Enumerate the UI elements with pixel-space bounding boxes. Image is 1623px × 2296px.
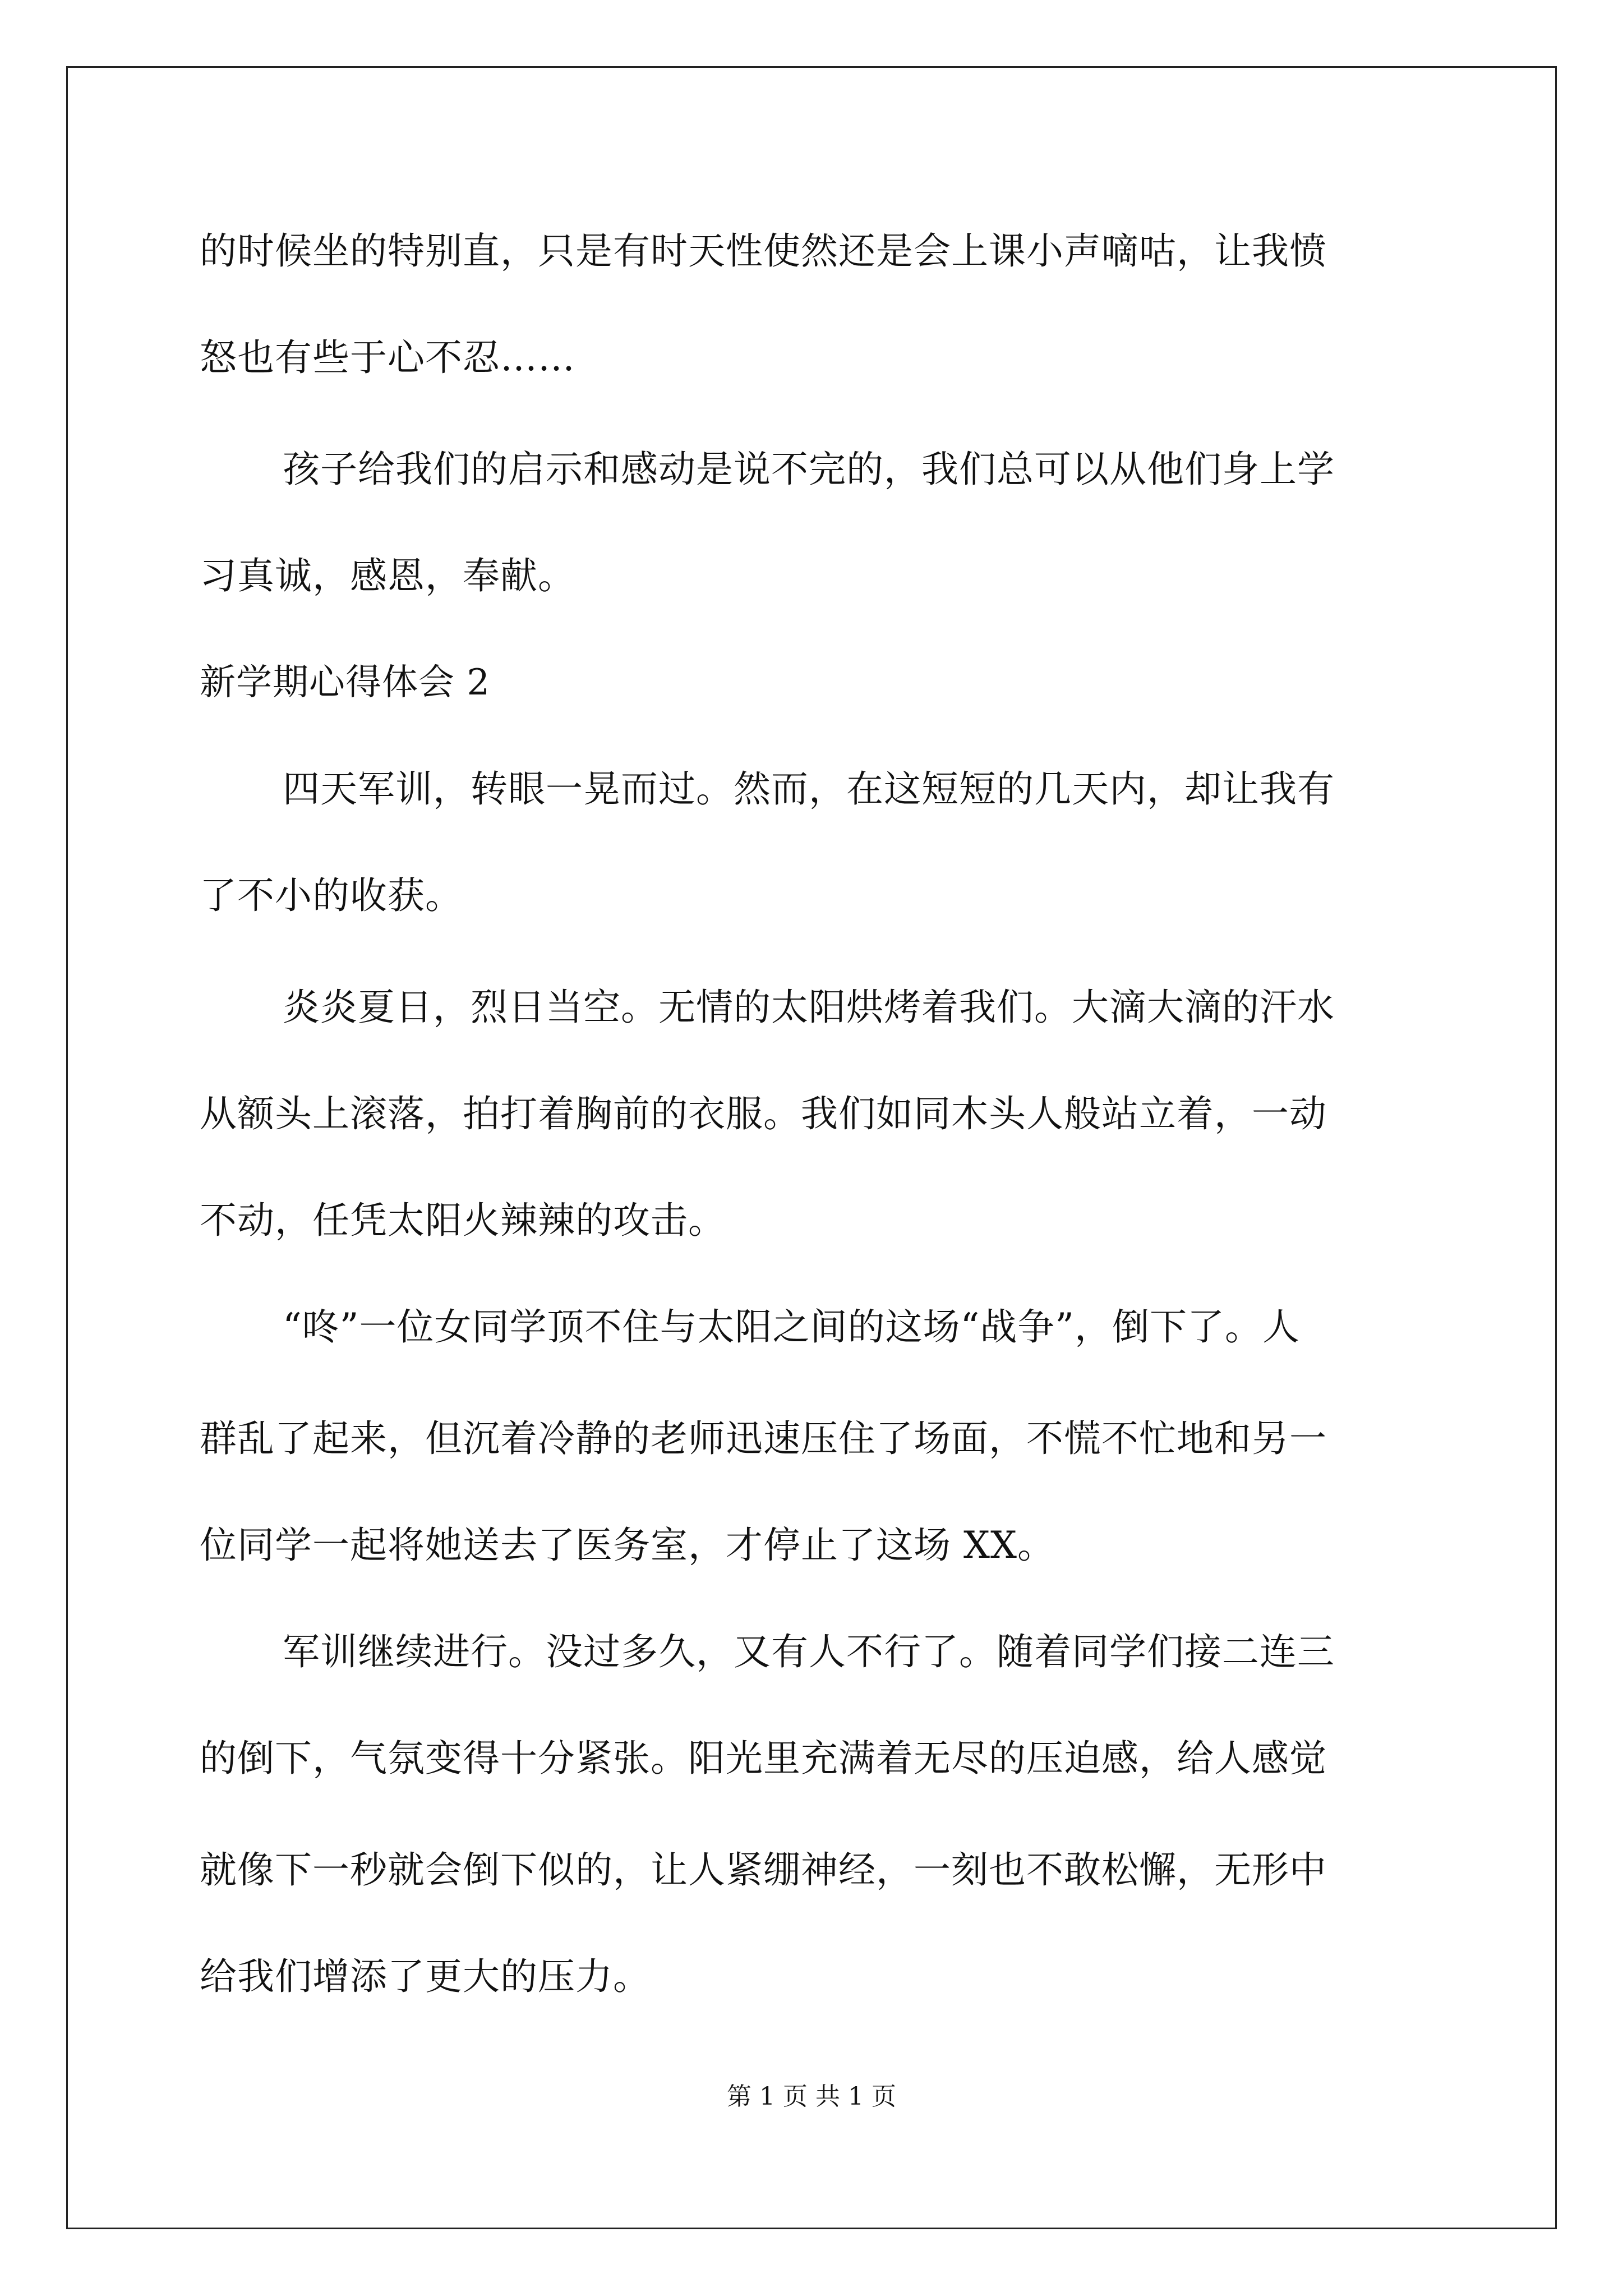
section-heading: 新学期心得体会 2 bbox=[200, 662, 491, 703]
text-line: 从额头上滚落，拍打着胸前的衣服。我们如同木头人般站立着，一动 bbox=[200, 1092, 1327, 1135]
paragraph-first-line: 炎炎夏日，烈日当空。无情的太阳烘烤着我们。大滴大滴的汗水 bbox=[283, 986, 1335, 1029]
text-line: 的倒下，气氛变得十分紧张。阳光里充满着无尽的压迫感，给人感觉 bbox=[200, 1737, 1327, 1780]
text-line: 习真诚，感恩，奉献。 bbox=[200, 554, 575, 597]
text-line: 就像下一秒就会倒下似的，让人紧绷神经，一刻也不敢松懈，无形中 bbox=[200, 1848, 1327, 1892]
page-border bbox=[66, 66, 1557, 2229]
text-line: 群乱了起来，但沉着冷静的老师迅速压住了场面，不慌不忙地和另一 bbox=[200, 1417, 1327, 1460]
paragraph-first-line: 孩子给我们的启示和感动是说不完的，我们总可以从他们身上学 bbox=[283, 448, 1335, 491]
page-number-footer: 第 1 页 共 1 页 bbox=[727, 2082, 896, 2111]
text-line: 的时候坐的特别直，只是有时天性使然还是会上课小声嘀咕，让我愤 bbox=[200, 229, 1327, 273]
text-line: 给我们增添了更大的压力。 bbox=[200, 1955, 651, 1998]
paragraph-first-line: 四天军训，转眼一晃而过。然而，在这短短的几天内，却让我有 bbox=[283, 767, 1335, 811]
text-line: 了不小的收获。 bbox=[200, 874, 463, 917]
paragraph-first-line: 军训继续进行。没过多久，又有人不行了。随着同学们接二连三 bbox=[283, 1630, 1335, 1673]
text-line: 怒也有些于心不忍…… bbox=[200, 336, 575, 379]
text-line: 位同学一起将她送去了医务室，才停止了这场 XX。 bbox=[200, 1524, 1055, 1567]
text-line: 不动，任凭太阳火辣辣的攻击。 bbox=[200, 1199, 726, 1242]
paragraph-first-line: “咚”一位女同学顶不住与太阳之间的这场“战争”，倒下了。人 bbox=[283, 1305, 1300, 1349]
